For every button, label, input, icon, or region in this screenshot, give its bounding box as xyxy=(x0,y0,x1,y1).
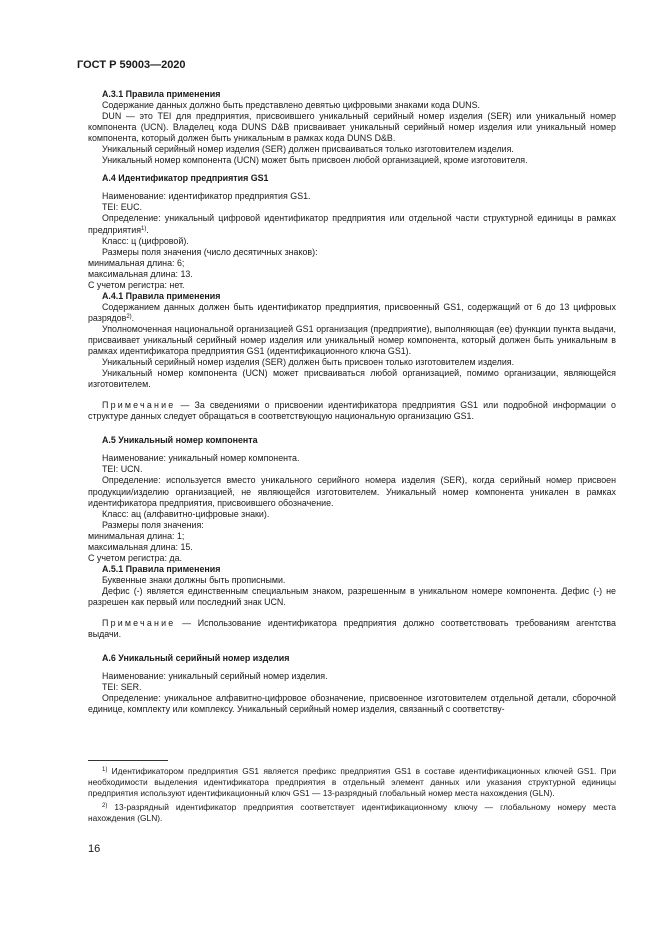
section-a6-title: А.6 Уникальный серийный номер изделия xyxy=(102,653,290,664)
section-a4-tei: TEI: EUC. xyxy=(102,202,142,213)
paragraph-end: . xyxy=(131,312,135,323)
definition-text: Определение: уникальный цифровой идентификатор предприятия или отдельной части структурной единицы в рамках предприятия xyxy=(88,213,616,235)
section-a41-paragraph xyxy=(88,302,616,324)
footnote-separator xyxy=(88,760,168,761)
section-a5-name: Наименование: уникальный номер компонента. xyxy=(102,453,300,464)
section-a5-class: Класс: ац (алфавитно-цифровые знаки). xyxy=(102,508,270,519)
section-a5-definition: Определение: используется вместо уникального серийного номера изделия (SER), когда серийный номер присвоен продукции/изделию организацией, не являющейся изготовителем. Уникальный номер компонента уникален в рамках идентификатора предприятия, присвоившего обозначение. xyxy=(88,475,616,508)
section-a41-paragraph: Уникальный серийный номер изделия (SER) должен быть присвоен только изготовителем изделия. xyxy=(102,357,515,368)
paragraph-text: Содержанием данных должен быть идентификатор предприятия, присвоенный GS1, содержащий от 6 до 13 цифровых разрядов xyxy=(88,301,616,323)
section-a31-title: А.3.1 Правила применения xyxy=(102,89,221,99)
section-a5-title: А.5 Уникальный номер компонента xyxy=(102,435,258,446)
section-a31-paragraph: Уникальный серийный номер изделия (SER) должен присваиваться только изготовителем изделия. xyxy=(102,144,514,155)
main-text xyxy=(88,89,616,715)
note-label: Примечание xyxy=(102,618,176,629)
footnote-mark-2: 2) xyxy=(102,802,108,809)
note-label: Примечание xyxy=(102,400,176,411)
section-a5-max-length: максимальная длина: 15. xyxy=(88,541,193,552)
footnote-2 xyxy=(88,802,616,824)
footnote-1-text: Идентификатором предприятия GS1 является префикс предприятия GS1 в составе идентификационных ключей GS1. При необходимости выделения идентификатора предприятия в отдельный элемент данных или указания структурной единицы предприятия используют идентификационный ключ GS1 — 13-разрядный глобальный номер места нахождения (GLN). xyxy=(88,766,616,798)
section-a31-paragraph: DUN — это TEI для предприятия, присвоившего уникальный серийный номер изделия (SER) или уникальный номер компонента (UCN). Владелец кода DUNS D&B присваивает уникальный серийный номер изделия или уникальный номер компонента, который должен быть уникальным в рамках кода DUNS D&B. xyxy=(88,111,616,144)
section-a41-title: А.4.1 Правила применения xyxy=(102,290,221,301)
section-a5-min-length: минимальная длина: 1; xyxy=(88,530,185,541)
section-a5-tei: TEI: UCN. xyxy=(102,464,143,475)
section-a4-class: Класс: ц (цифровой). xyxy=(102,235,189,246)
section-a31-paragraph: Содержание данных должно быть представлено девятью цифровыми знаками кода DUNS. xyxy=(102,100,480,111)
footnote-ref-1: 1) xyxy=(141,225,147,232)
definition-end: . xyxy=(146,224,149,235)
footnotes xyxy=(88,766,616,827)
section-a4-name: Наименование: идентификатор предприятия GS1. xyxy=(102,191,311,202)
section-a31-paragraph: Уникальный номер компонента (UCN) может быть присвоен любой организацией, кроме изготовителя. xyxy=(102,155,528,166)
section-a51-paragraph: Дефис (-) является единственным специальным знаком, разрешенным в уникальном номере компонента. Дефис (-) не разрешен как первый или последний знак UCN. xyxy=(88,585,616,607)
section-a51-title: А.5.1 Правила применения xyxy=(102,563,221,574)
section-a4-sizes: Размеры поля значения (число десятичных знаков): xyxy=(102,246,318,257)
footnote-ref-2: 2) xyxy=(126,313,132,320)
section-a41-paragraph: Уникальный номер компонента (UCN) может присваиваться любой организацией, помимо организации, являющейся изготовителем. xyxy=(88,368,616,390)
section-a51-note xyxy=(88,618,616,640)
section-a4-min-length: минимальная длина: 6; xyxy=(88,257,185,268)
section-a51-paragraph: Буквенные знаки должны быть прописными. xyxy=(102,574,286,585)
section-a6-definition: Определение: уникальное алфавитно-цифровое обозначение, присвоенное изготовителем отдельной детали, сборочной единице, комплекту или комплексу. Уникальный серийный номер изделия, связанный с соответству- xyxy=(88,693,616,715)
footnote-1 xyxy=(88,766,616,799)
section-a4-max-length: максимальная длина: 13. xyxy=(88,268,193,279)
section-a6-tei: TEI: SER. xyxy=(102,682,142,693)
note-text: — За сведениями о присвоении идентификатора предприятия GS1 или подробной информации о структуре данных следует обращаться в соответствующую национальную организацию GS1. xyxy=(88,400,616,422)
document-code: ГОСТ Р 59003—2020 xyxy=(77,59,186,71)
section-a5-case: С учетом регистра: да. xyxy=(88,552,182,563)
note-text: — Использование идентификатора предприятия должно соответствовать требованиям агентства выдачи. xyxy=(88,618,616,640)
footnote-mark-1: 1) xyxy=(102,767,108,773)
section-a4-definition xyxy=(88,213,616,235)
section-a5-sizes: Размеры поля значения: xyxy=(102,519,204,530)
section-a41-paragraph: Уполномоченная национальной организацией GS1 организация (предприятие), выполняющая (ее) функции пункта выдачи, присваивает уникальный серийный номер изделия или уникальный номер компонента, который должен быть уникальным в рамках идентификатора предприятия GS1 (идентификационного ключа GS1). xyxy=(88,323,616,357)
section-a4-title: А.4 Идентификатор предприятия GS1 xyxy=(102,173,269,184)
section-a6-name: Наименование: уникальный серийный номер изделия. xyxy=(102,671,328,682)
section-a41-note xyxy=(88,400,616,422)
section-a4-case: С учетом регистра: нет. xyxy=(88,279,185,290)
footnote-2-text: 13-разрядный идентификатор предприятия соответствует идентификационному ключу — глобальному номеру места нахождения (GLN). xyxy=(88,801,616,823)
page-number: 16 xyxy=(88,843,101,855)
